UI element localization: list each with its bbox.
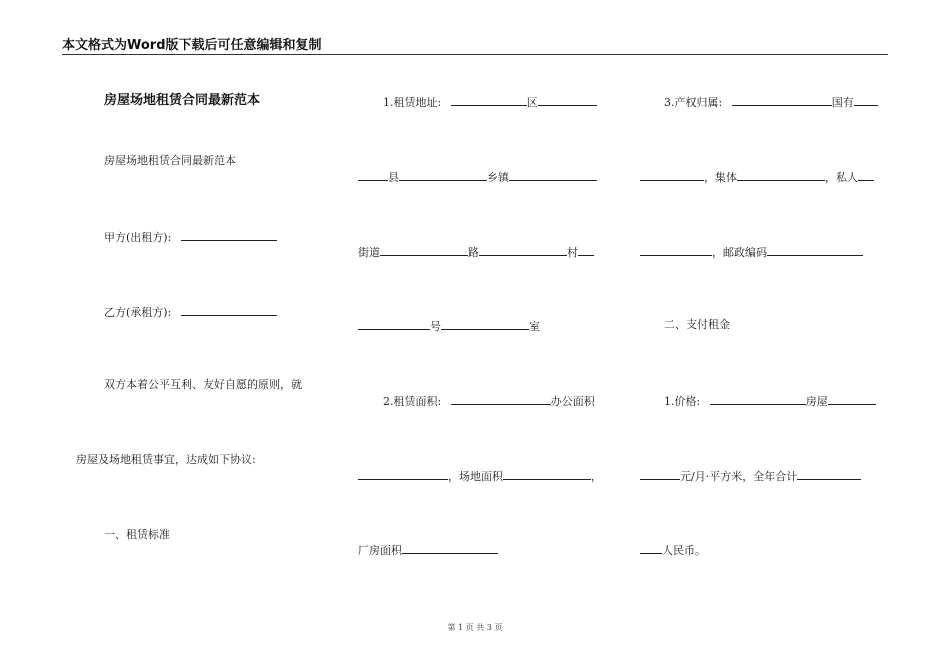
section-pay-rent: 二、支付租金 bbox=[664, 318, 730, 331]
collective-label: ，集体 bbox=[704, 171, 737, 184]
document-header bbox=[62, 34, 888, 55]
address-label: 1.租赁地址: bbox=[383, 96, 442, 109]
ownership-label: 3.产权归属: bbox=[664, 96, 723, 109]
collective-blank-3 bbox=[858, 169, 874, 181]
party-b-blank bbox=[181, 304, 277, 316]
party-a-line bbox=[104, 229, 277, 245]
street-label: 街道 bbox=[358, 246, 380, 259]
factory-area-label: 厂房面积 bbox=[358, 544, 402, 557]
site-area-line bbox=[358, 468, 602, 484]
contract-title: 房屋场地租赁合同最新范本 bbox=[104, 93, 261, 108]
street-blank-3 bbox=[578, 244, 594, 256]
price-blank-1 bbox=[710, 393, 806, 405]
postal-blank-1 bbox=[640, 244, 712, 256]
area-line bbox=[383, 393, 595, 409]
site-area-blank-1 bbox=[358, 468, 448, 480]
header-banner: 本文格式为Word版下载后可任意编辑和复制 bbox=[62, 38, 322, 53]
township-label: 乡镇 bbox=[487, 171, 509, 184]
unit-price-blank-2 bbox=[797, 468, 861, 480]
price-label: 1.价格: bbox=[664, 395, 701, 408]
party-a-label: 甲方(出租方): bbox=[104, 231, 172, 244]
price-blank-2 bbox=[828, 393, 876, 405]
unit-price-label: 元/月·平方米，全年合计 bbox=[680, 470, 798, 483]
unit-price-line bbox=[640, 468, 861, 484]
postal-line bbox=[640, 244, 863, 260]
village-label: 村 bbox=[567, 246, 578, 259]
party-b-line bbox=[104, 304, 277, 320]
ownership-blank-2 bbox=[854, 94, 878, 106]
page-footer: 第 1 页 共 3 页 bbox=[447, 623, 503, 632]
number-blank-2 bbox=[441, 318, 529, 330]
price-line bbox=[664, 393, 876, 409]
street-blank-2 bbox=[479, 244, 567, 256]
office-area-label: 办公面积 bbox=[550, 395, 595, 408]
road-label: 路 bbox=[468, 246, 479, 259]
collective-blank-1 bbox=[640, 169, 704, 181]
address-blank-2 bbox=[538, 94, 597, 106]
principle-line-2: 房屋及场地租赁事宜，达成如下协议: bbox=[76, 453, 256, 466]
factory-area-blank bbox=[402, 542, 498, 554]
area-label: 2.租赁面积: bbox=[383, 395, 442, 408]
number-label: 号 bbox=[430, 320, 441, 333]
street-line bbox=[358, 244, 594, 260]
rmb-label: 人民币。 bbox=[662, 544, 706, 557]
party-a-blank bbox=[181, 229, 277, 241]
ownership-blank-1 bbox=[732, 94, 832, 106]
site-area-comma: ， bbox=[591, 470, 602, 483]
private-label: ，私人 bbox=[825, 171, 858, 184]
county-blank-2 bbox=[399, 169, 487, 181]
county-blank-1 bbox=[358, 169, 388, 181]
principle-line-1: 双方本着公平互利、友好自愿的原则，就 bbox=[104, 378, 302, 391]
area-blank bbox=[451, 393, 551, 405]
room-label: 室 bbox=[529, 320, 540, 333]
number-line bbox=[358, 318, 540, 334]
factory-area-line bbox=[358, 542, 498, 558]
party-b-label: 乙方(承租方): bbox=[104, 306, 172, 319]
district-label: 区 bbox=[526, 96, 538, 109]
house-label: 房屋 bbox=[805, 395, 828, 408]
collective-blank-2 bbox=[737, 169, 825, 181]
county-blank-3 bbox=[509, 169, 597, 181]
address-blank-1 bbox=[451, 94, 527, 106]
state-label: 国有 bbox=[831, 96, 854, 109]
unit-price-blank-1 bbox=[640, 468, 680, 480]
county-label: 县 bbox=[388, 171, 399, 184]
street-blank-1 bbox=[380, 244, 468, 256]
county-line bbox=[358, 169, 597, 185]
contract-subtitle: 房屋场地租赁合同最新范本 bbox=[104, 154, 236, 167]
postal-label: ，邮政编码 bbox=[712, 246, 767, 259]
collective-line bbox=[640, 169, 874, 185]
number-blank-1 bbox=[358, 318, 430, 330]
address-line bbox=[383, 94, 597, 110]
site-area-label: ，场地面积 bbox=[448, 470, 503, 483]
section-rental-standard: 一、租赁标准 bbox=[104, 528, 170, 541]
site-area-blank-2 bbox=[503, 468, 591, 480]
rmb-line bbox=[640, 542, 706, 558]
rmb-blank bbox=[640, 542, 662, 554]
ownership-line bbox=[664, 94, 878, 110]
postal-blank-2 bbox=[767, 244, 863, 256]
